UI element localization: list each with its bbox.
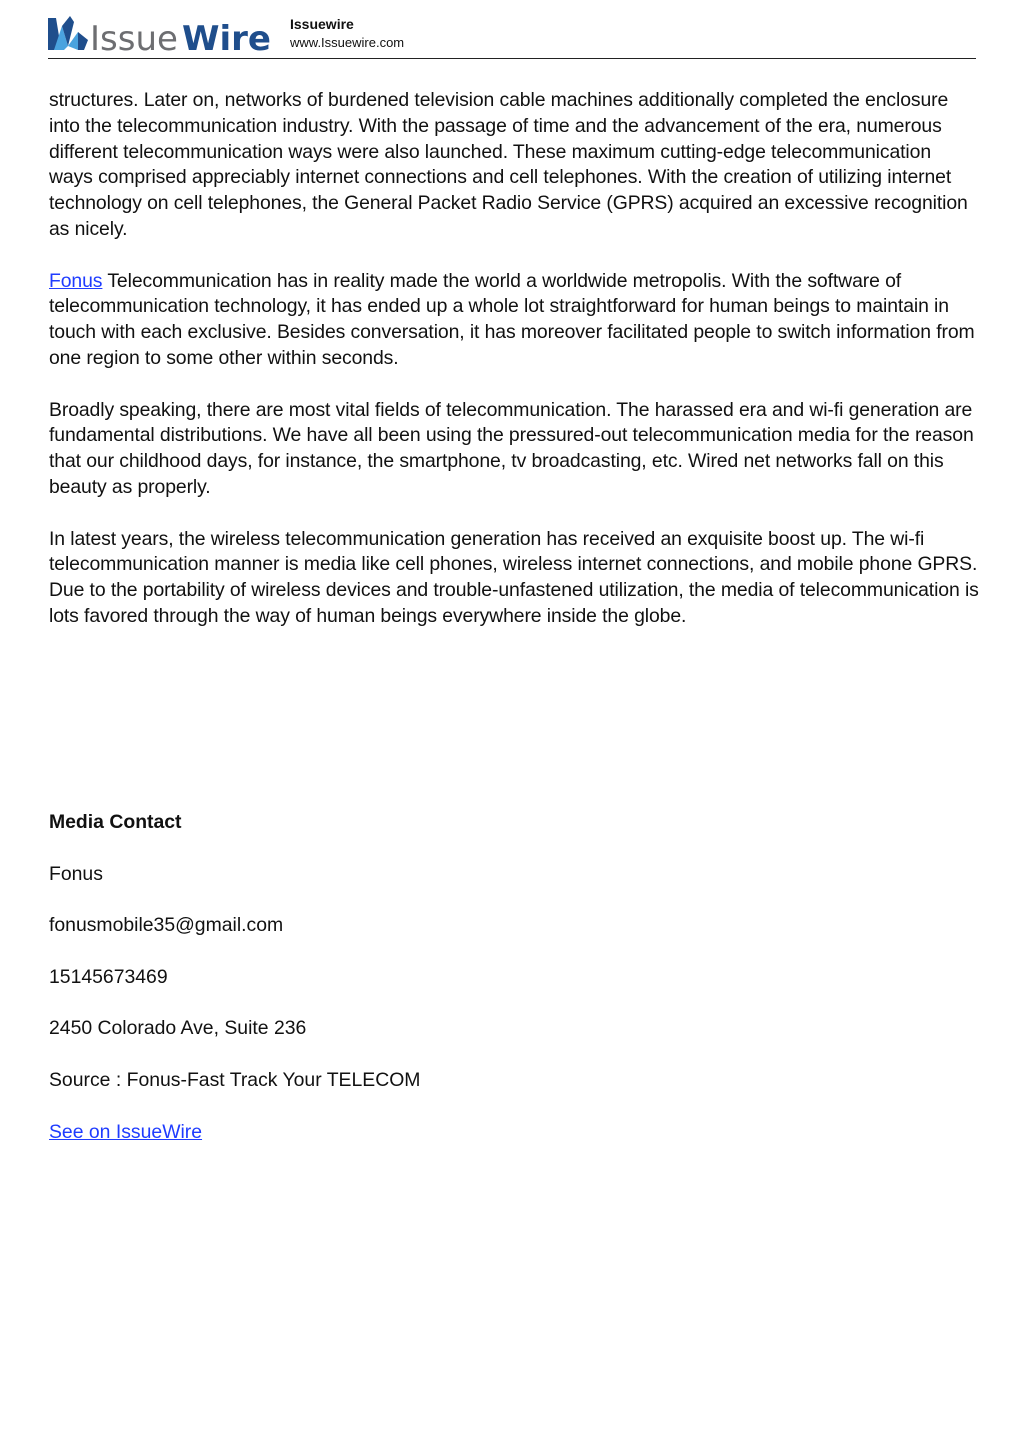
- article-paragraph-2: [49, 269, 979, 372]
- article-paragraph-4: In latest years, the wireless telecommunication generation has received an exquisite boost up. The wi-fi telecommunication manner is media like cell phones, wireless internet connections, and mobile phone GPRS. Due to the portability of wireless devices and trouble-unfastened utilization, the media of telecommunication is lots favored through the way of human beings everywhere inside the globe.: [49, 527, 979, 627]
- logo-text-issue: Issue: [90, 19, 178, 56]
- site-name: Issuewire: [290, 16, 354, 32]
- contact-phone: 15145673469: [49, 965, 168, 988]
- see-on-issuewire-link[interactable]: See on IssueWire: [49, 1120, 203, 1143]
- article-paragraph-3: Broadly speaking, there are most vital fields of telecommunication. The harassed era and wi-fi generation are fundamental distributions. We have all been using the pressured-out telecommunication media for the reason that our childhood days, for instance, the smartphone, tv broadcasting, etc. Wired net networks fall on this beauty as properly.: [49, 398, 974, 498]
- media-contact-section: [49, 810, 949, 1171]
- article-body: [49, 88, 979, 656]
- issuewire-mark-icon: [48, 16, 88, 50]
- media-contact-heading: Media Contact: [49, 811, 182, 833]
- logo-text-wire: Wire: [182, 19, 271, 56]
- contact-address: 2450 Colorado Ave, Suite 236: [49, 1017, 307, 1040]
- page-header: [48, 10, 976, 59]
- article-paragraph-1: structures. Later on, networks of burdened television cable machines additionally completed the enclosure into the telecommunication industry. With the passage of time and the advancement of the era, numerous different telecommunication ways were also launched. These maximum cutting-edge telecommunication ways comprised appreciably internet connections and cell telephones. With the creation of utilizing internet technology on cell telephones, the General Packet Radio Service (GPRS) acquired an excessive recognition as nicely.: [49, 89, 968, 240]
- article-paragraph-2-text: Telecommunication has in reality made the world a worldwide metropolis. With the software of telecommunication technology, it has ended up a whole lot straightforward for human beings to maintain in touch with each exclusive. Besides conversation, it has moreover facilitated people to switch information from one region to some other within seconds.: [49, 269, 975, 369]
- contact-email: fonusmobile35@gmail.com: [49, 914, 284, 937]
- site-url[interactable]: www.Issuewire.com: [290, 35, 405, 50]
- issuewire-logo[interactable]: [48, 12, 274, 56]
- contact-source: Source : Fonus-Fast Track Your TELECOM: [49, 1068, 421, 1091]
- fonus-link[interactable]: Fonus: [49, 269, 103, 292]
- contact-name: Fonus: [49, 862, 103, 885]
